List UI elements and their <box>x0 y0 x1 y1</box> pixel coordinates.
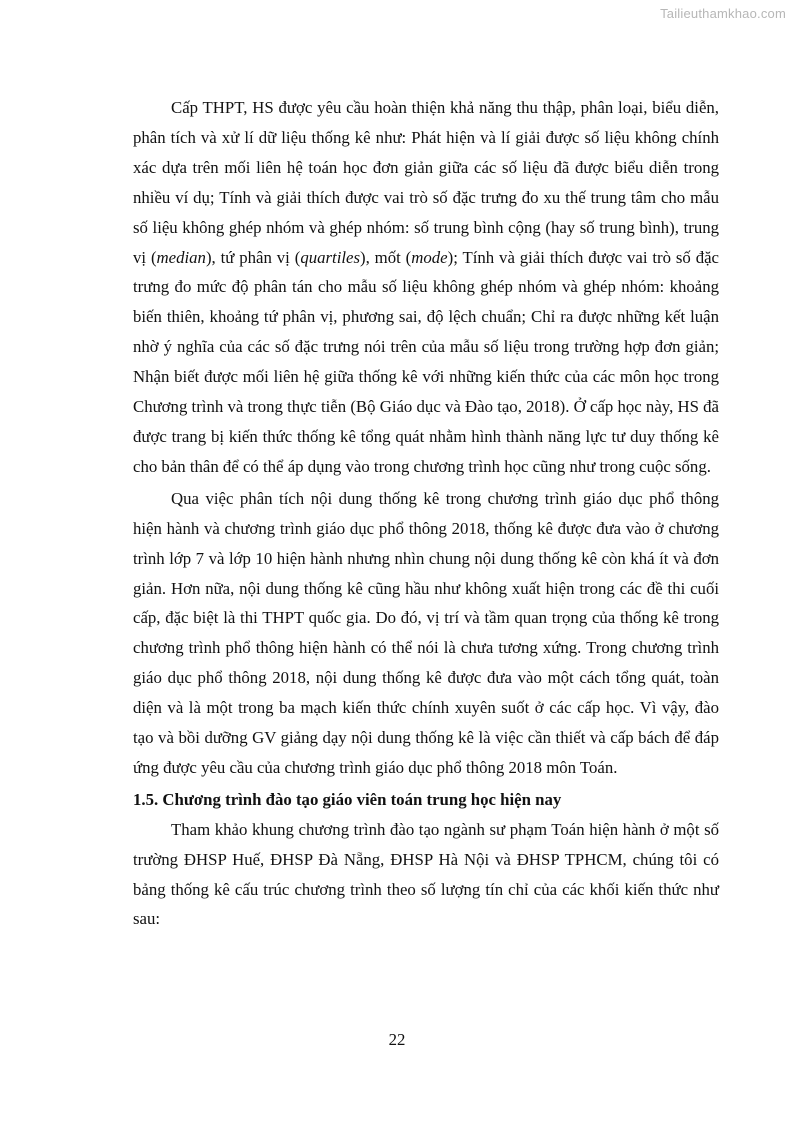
text-run: Cấp THPT, HS được yêu cầu hoàn thiện khả năng thu thập, phân loại, biểu diễn, phân tích và xử lí dữ liệu thống kê như: Phát hiện và lí giải được số liệu không chính xác dựa trên mối liên hệ toán học đơn giản giữa các số liệu đã được biểu diễn trong nhiều ví dụ; Tính và giải thích được vai trò số đặc trưng đo xu thế trung tâm cho mẫu số liệu không ghép nhóm và ghép nhóm: số trung bình cộng (hay số trung bình), trung vị ( <box>133 98 719 267</box>
body-paragraph-1 <box>133 93 719 482</box>
text-run: ), mốt ( <box>360 247 412 267</box>
text-run: Qua việc phân tích nội dung thống kê trong chương trình giáo dục phổ thông hiện hành và chương trình giáo dục phổ thông 2018, thống kê được đưa vào ở chương trình lớp 7 và lớp 10 hiện hành nhưng nhìn chung nội dung thống kê còn khá ít và đơn giản. Hơn nữa, nội dung thống kê cũng hầu như không xuất hiện trong các đề thi cuối cấp, đặc biệt là thi THPT quốc gia. Do đó, vị trí và tầm quan trọng của thống kê trong chương trình phổ thông hiện hành có thể nói là chưa tương xứng. Trong chương trình giáo dục phổ thông 2018, nội dung thống kê được đưa vào một cách tổng quát, toàn diện và là một trong ba mạch kiến thức chính xuyên suốt ở các cấp học. Vì vậy, đào tạo và bồi dưỡng GV giảng dạy nội dung thống kê là việc cần thiết và cấp bách để đáp ứng được yêu cầu của chương trình giáo dục phổ thông 2018 môn Toán. <box>133 488 719 777</box>
italic-term: quartiles <box>300 247 360 267</box>
text-run: ); Tính và giải thích được vai trò số đặc trưng đo mức độ phân tán cho mẫu số liệu không ghép nhóm và ghép nhóm: khoảng biến thiên, khoảng tứ phân vị, phương sai, độ lệch chuẩn; Chỉ ra được những kết luận nhờ ý nghĩa của các số đặc trưng nói trên của mẫu số liệu trong trường hợp đơn giản; Nhận biết được mối liên hệ giữa thống kê với những kiến thức của các môn học trong Chương trình và trong thực tiễn (Bộ Giáo dục và Đào tạo, 2018). Ở cấp học này, HS đã được trang bị kiến thức thống kê tổng quát nhằm hình thành năng lực tư duy thống kê cho bản thân để có thể áp dụng vào trong chương trình học cũng như trong cuộc sống. <box>133 247 719 476</box>
body-paragraph-2 <box>133 484 719 783</box>
watermark: Tailieuthamkhao.com <box>660 6 786 21</box>
page-number: 22 <box>388 1030 406 1049</box>
section-heading: 1.5. Chương trình đào tạo giáo viên toán trung học hiện nay <box>133 789 562 809</box>
italic-term: mode <box>411 247 448 267</box>
italic-term: median <box>156 247 206 267</box>
text-run: ), tứ phân vị ( <box>205 247 301 267</box>
page-content <box>133 93 719 936</box>
body-paragraph-3: Tham khảo khung chương trình đào tạo ngành sư phạm Toán hiện hành ở một số trường ĐHSP Huế, ĐHSP Đà Nẵng, ĐHSP Hà Nội và ĐHSP TPHCM, chúng tôi có bảng thống kê cấu trúc chương trình theo số lượng tín chỉ của các khối kiến thức như sau: <box>133 819 719 929</box>
